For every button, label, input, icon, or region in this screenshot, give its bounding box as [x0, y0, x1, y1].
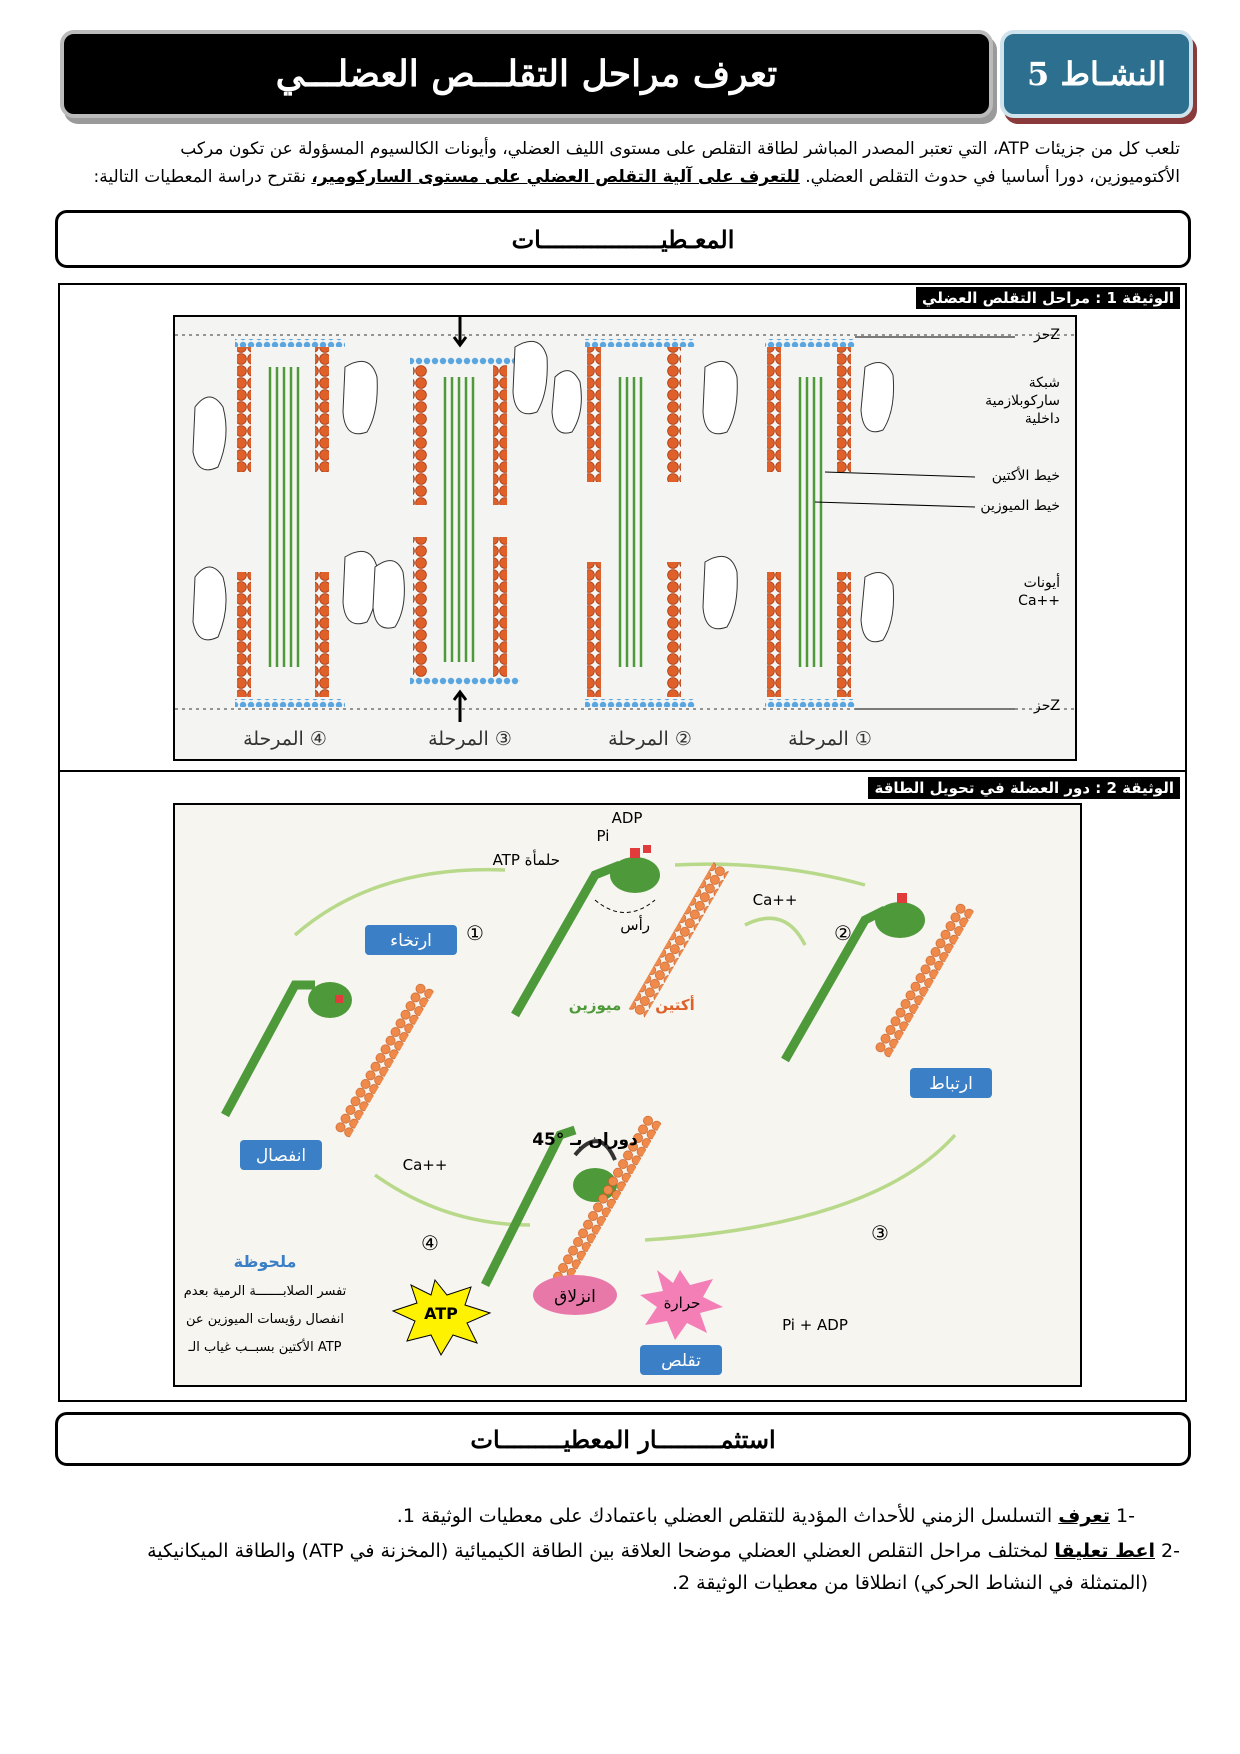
step-1-number: ①	[466, 921, 484, 945]
intro-line-2	[60, 163, 1180, 191]
adp-label: ADP	[611, 809, 643, 827]
reticulum-label-1: شبكة	[1028, 375, 1060, 391]
heat-star	[640, 1270, 723, 1340]
ca-label-2: Ca++	[402, 1156, 448, 1174]
sarcomere-stage-2	[552, 339, 737, 707]
doc2-cross-bridge-cycle-figure	[173, 803, 1082, 1387]
pi-adp-label: Pi + ADP	[782, 1316, 848, 1334]
note-line-3: الأكتين بسبــب غياب الـ ATP	[188, 1340, 342, 1355]
pi-label: Pi	[596, 827, 610, 845]
intro-paragraph	[60, 135, 1180, 191]
intro-line-2c: نقترح دراسة المعطيات التالية:	[93, 167, 306, 187]
exploit-section-title: استثمـــــــــار المعطيـــــــــات	[470, 1424, 776, 1454]
sarcomere-stage-1	[765, 339, 894, 707]
ions-label-1: أيونات	[1023, 575, 1060, 591]
doc1-label: الوثيقة 1 : مراحل التقلص العضلي	[916, 287, 1180, 309]
bind-badge-label: ارتباط	[929, 1074, 973, 1094]
myosin-head-right	[785, 893, 974, 1060]
contract-badge-label: تقلص	[661, 1351, 701, 1371]
contract-badge	[640, 1345, 722, 1375]
stage-2-label: المرحلة ②	[608, 728, 692, 750]
activity-number: النشـاط 5	[1027, 55, 1166, 93]
doc2-label: الوثيقة 2 : دور العضلة في تحويل الطاقة	[868, 777, 1180, 799]
z-line-label-bottom: حزZ	[1034, 698, 1060, 714]
exploit-section-header	[55, 1412, 1191, 1466]
question-2	[60, 1535, 1180, 1599]
arrow-contract	[645, 1135, 955, 1240]
data-section-title: المعـطيـــــــــــــــــات	[511, 224, 735, 254]
step-4-number: ④	[421, 1231, 439, 1255]
atp-star-label: ATP	[424, 1304, 458, 1323]
q1-number: -1	[1116, 1505, 1135, 1527]
page-title-box	[60, 30, 993, 118]
intro-line-2b: للتعرف على آلية التقلص العضلي على مستوى الساركومير،	[311, 167, 800, 187]
atp-hydrolysis-label: ATP حلمأة	[492, 851, 560, 869]
head-label: رأس	[620, 916, 650, 934]
myosin-label: خيط الميوزين	[980, 498, 1060, 514]
page-title: تعرف مراحل التقلـــص العضلـــي	[275, 53, 778, 95]
relax-badge	[365, 925, 457, 955]
step-2-number: ②	[834, 921, 852, 945]
arrow-detach	[375, 1175, 530, 1225]
sarcomere-stage-4	[193, 339, 377, 707]
stage-4-label: المرحلة ④	[243, 728, 327, 750]
detach-badge-label: انفصال	[255, 1146, 307, 1166]
step-3-number: ③	[871, 1221, 889, 1245]
slide-label: انزلاق	[554, 1287, 596, 1307]
actin-label-doc2: أكتين	[655, 996, 695, 1014]
ions-label-2: Ca++	[1018, 593, 1060, 609]
stage-1-label: المرحلة ①	[788, 728, 872, 750]
sarcomere-stage-3	[373, 317, 547, 722]
q2-text: لمختلف مراحل التقلص العضلي العضلي موضحا العلاقة بين الطاقة الكيميائية (المخزنة في ATP) والطاقة الميكانيكية	[147, 1540, 1055, 1562]
q2-number: -2	[1161, 1540, 1180, 1562]
ca-label-1: Ca++	[752, 891, 798, 909]
reticulum-label-2: ساركوبلازمية	[985, 393, 1060, 409]
slide-bubble	[533, 1275, 617, 1315]
note-box	[184, 1252, 347, 1355]
stage-3-label: المرحلة ③	[428, 728, 512, 750]
intro-line-1: تلعب كل من جزيئات ATP، التي تعتبر المصدر المباشر لطاقة التقلص على مستوى الليف العضلي، وأيونات الكالسيوم المسؤولة عن تكون مركب	[180, 139, 1180, 159]
heat-label: حرارة	[663, 1294, 701, 1312]
detach-badge	[240, 1140, 322, 1170]
q2-line-2: (المتمثلة في النشاط الحركي) انطلاقا من معطيات الوثيقة 2.	[671, 1572, 1148, 1594]
atp-star	[393, 1280, 490, 1355]
activity-badge	[1000, 30, 1193, 118]
q2-line-1	[60, 1535, 1180, 1567]
intro-line-2a: الأكتوميوزين، دورا أساسيا في حدوث التقلص العضلي.	[805, 167, 1180, 187]
myosin-label-doc2: ميوزين	[568, 996, 622, 1014]
actin-label: خيط الأكتين	[991, 468, 1060, 484]
note-line-2: انفصال رؤيسات الميوزين عن	[185, 1312, 345, 1327]
reticulum-label-3: داخلية	[1024, 411, 1060, 427]
note-title: ملحوظة	[233, 1252, 297, 1271]
relax-badge-label: ارتخاء	[390, 931, 432, 951]
q1-text: التسلسل الزمني للأحداث المؤدية للتقلص العضلي باعتمادك على معطيات الوثيقة 1.	[396, 1505, 1059, 1527]
rotation-label: دوران بـ °45	[532, 1130, 638, 1150]
q1-verb: تعرف	[1058, 1505, 1110, 1527]
z-line-label-top: حزZ	[1034, 327, 1060, 343]
data-section-header	[55, 210, 1191, 268]
documents-divider	[58, 770, 1185, 772]
q2-verb: اعط تعليقا	[1054, 1540, 1155, 1562]
doc1-sarcomere-figure	[173, 315, 1077, 761]
myosin-head-left	[225, 982, 434, 1138]
note-line-1: تفسر الصلابـــــــة الرمية بعدم	[183, 1284, 347, 1299]
bind-badge	[910, 1068, 992, 1098]
question-1	[60, 1500, 1135, 1532]
